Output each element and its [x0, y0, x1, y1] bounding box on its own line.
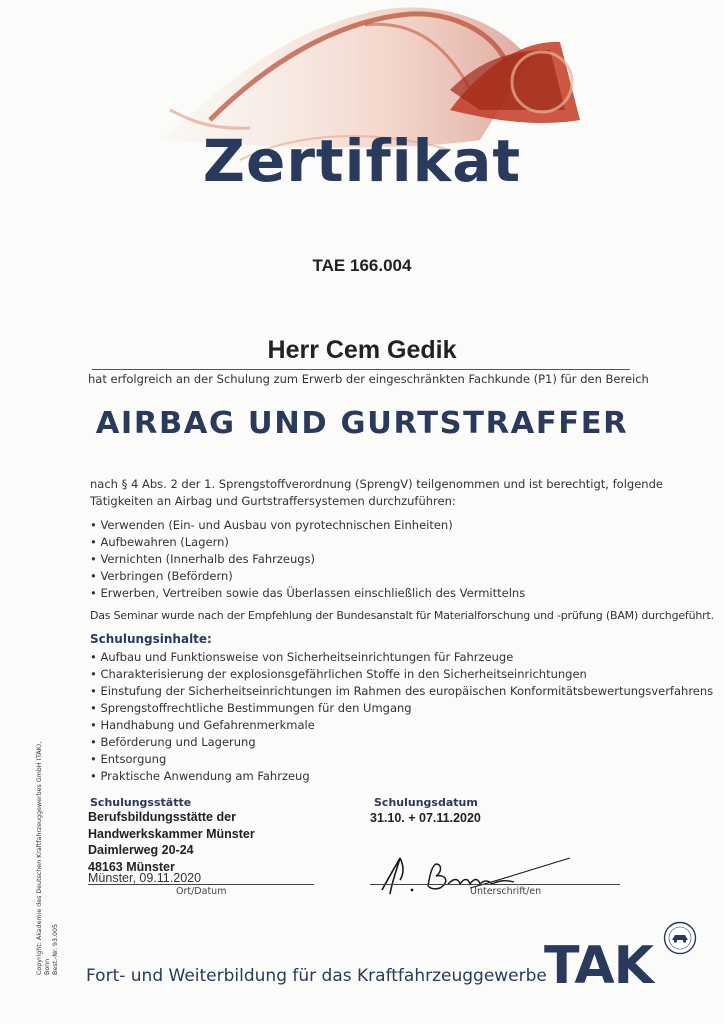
- recipient-underline: [92, 369, 630, 370]
- training-date-value: 31.10. + 07.11.2020: [370, 811, 481, 825]
- certificate-title: Zertifikat: [202, 127, 522, 195]
- certificate-number: TAE 166.004: [312, 256, 412, 275]
- training-place-address: [88, 809, 255, 875]
- copyright-note: [36, 735, 60, 975]
- list-item: • Charakterisierung der explosionsgefährlichen Stoffe in den Sicherheitseinrichtungen: [90, 666, 713, 683]
- list-item: • Einstufung der Sicherheitseinrichtungen im Rahmen des europäischen Konformitätsbewertungsverfahrens: [90, 683, 713, 700]
- list-item: • Verwenden (Ein- und Ausbau von pyrotechnischen Einheiten): [90, 517, 525, 534]
- list-item: • Beförderung und Lagerung: [90, 734, 713, 751]
- signature-label: Unterschrift/en: [470, 886, 542, 897]
- signature-line: [370, 884, 620, 885]
- place-date-line: [88, 884, 314, 885]
- list-item: • Erwerben, Vertreiben sowie das Überlassen einschließlich des Vermittelns: [90, 585, 525, 602]
- contents-list: [90, 649, 713, 785]
- list-item: • Praktische Anwendung am Fahrzeug: [90, 768, 713, 785]
- address-line: 48163 Münster: [88, 859, 175, 874]
- list-item: • Aufbau und Funktionsweise von Sicherheitseinrichtungen für Fahrzeuge: [90, 649, 713, 666]
- contents-heading: Schulungsinhalte:: [90, 632, 212, 646]
- quality-seal-icon: [663, 921, 697, 955]
- order-number: Best.-Nr. 93.005: [52, 924, 59, 975]
- list-item: • Entsorgung: [90, 751, 713, 768]
- training-place-heading: Schulungsstätte: [90, 796, 192, 809]
- footer-tagline: Fort- und Weiterbildung für das Kraftfahrzeuggewerbe: [86, 966, 547, 986]
- training-date-heading: Schulungsdatum: [374, 796, 478, 809]
- address-line: Berufsbildungsstätte der: [88, 810, 236, 824]
- place-and-date: Münster, 09.11.2020: [88, 871, 202, 885]
- copyright-line: Copyright: Akademie des Deutschen Kraftfahrzeuggewerbes GmbH (TAK), Bonn: [36, 741, 51, 975]
- list-item: • Verbringen (Befördern): [90, 568, 525, 585]
- list-item: • Vernichten (Innerhalb des Fahrzeugs): [90, 551, 525, 568]
- training-area-heading: AIRBAG UND GURTSTRAFFER: [95, 406, 629, 441]
- legal-line-2: Tätigkeiten an Airbag und Gurtstraffersystemen durchzuführen:: [90, 494, 456, 508]
- place-date-label: Ort/Datum: [176, 886, 227, 897]
- seminar-note: Das Seminar wurde nach der Empfehlung der Bundesanstalt für Materialforschung und -prüfung (BAM) durchgeführt.: [90, 609, 714, 622]
- recipient-name: Herr Cem Gedik: [267, 336, 457, 364]
- list-item: • Aufbewahren (Lagern): [90, 534, 525, 551]
- legal-line-1: nach § 4 Abs. 2 der 1. Sprengstoffverordnung (SprengV) teilgenommen und ist berechtigt, folgende: [90, 477, 663, 491]
- tak-logo: TAK: [544, 936, 653, 996]
- legal-basis-text: [90, 476, 670, 510]
- list-item: • Handhabung und Gefahrenmerkmale: [90, 717, 713, 734]
- address-line: Handwerkskammer Münster: [88, 826, 255, 841]
- permissions-list: [90, 517, 525, 602]
- intro-text: hat erfolgreich an der Schulung zum Erwerb der eingeschränkten Fachkunde (P1) für den Bereich: [88, 372, 649, 386]
- address-line: Daimlerweg 20-24: [88, 843, 194, 857]
- list-item: • Sprengstoffrechtliche Bestimmungen für den Umgang: [90, 700, 713, 717]
